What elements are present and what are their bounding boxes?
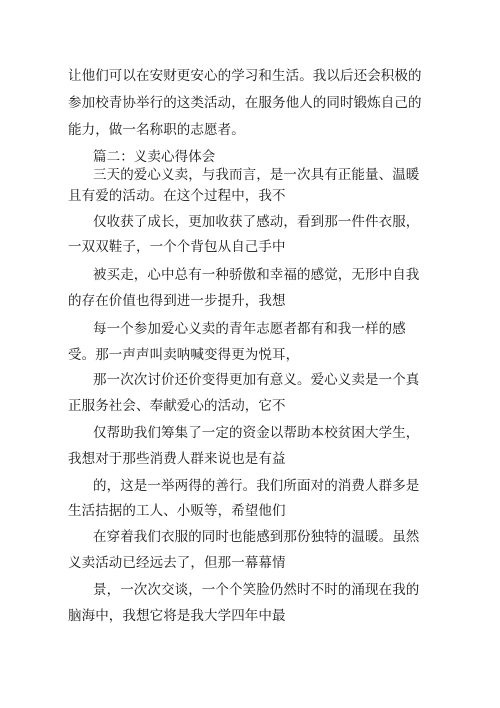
text-line-15: 仅帮助我们筹集了一定的资金以帮助本校贫困大学生，	[93, 425, 420, 441]
text-line-11: 每一个参加爱心义卖的青年志愿者都有和我一样的感	[93, 321, 406, 337]
text-line-3: 能力，做一名称职的志愿者。	[68, 122, 245, 138]
section-heading: 篇二：义卖心得体会	[93, 149, 216, 165]
text-line-18: 生活拮据的工人、小贩等，希望他们	[68, 503, 286, 519]
text-line-8: 一双双鞋子，一个个背包从自己手中	[68, 239, 286, 255]
text-line-1: 让他们可以在安财更安心的学习和生活。我以后还会积极的	[68, 68, 422, 84]
text-line-20: 义卖活动已经远去了，但那一幕幕情	[68, 555, 286, 571]
text-line-17: 的，这是一举两得的善行。我们所面对的消费人群多是	[93, 478, 420, 494]
text-line-22: 脑海中，我想它将是我大学四年中最	[68, 608, 286, 624]
text-line-19: 在穿着我们衣服的同时也能感到那份独特的温暖。虽然	[93, 529, 420, 545]
text-line-10: 的存在价值也得到进一步提升，我想	[68, 293, 286, 309]
text-line-9: 被买走，心中总有一种骄傲和幸福的感觉，无形中自我	[93, 267, 420, 283]
text-line-13: 那一次次讨价还价变得更加有意义。爱心义卖是一个真	[93, 372, 420, 388]
text-line-16: 我想对于那些消费人群来说也是有益	[68, 451, 286, 467]
text-line-6: 且有爱的活动。在这个过程中，我不	[68, 188, 286, 204]
text-line-14: 正服务社会、奉献爱心的活动，它不	[68, 398, 286, 414]
text-line-2: 参加校青协举行的这类活动，在服务他人的同时锻炼自己的	[68, 95, 422, 111]
text-line-7: 仅收获了成长，更加收获了感动，看到那一件件衣服，	[93, 214, 420, 230]
text-line-5: 三天的爱心义卖，与我而言，是一次具有正能量、温暖	[93, 167, 420, 183]
text-line-21: 景，一次次交谈，一个个笑脸仍然时不时的涌现在我的	[93, 582, 420, 598]
text-line-12: 受。那一声声叫卖呐喊变得更为悦耳，	[68, 347, 300, 363]
